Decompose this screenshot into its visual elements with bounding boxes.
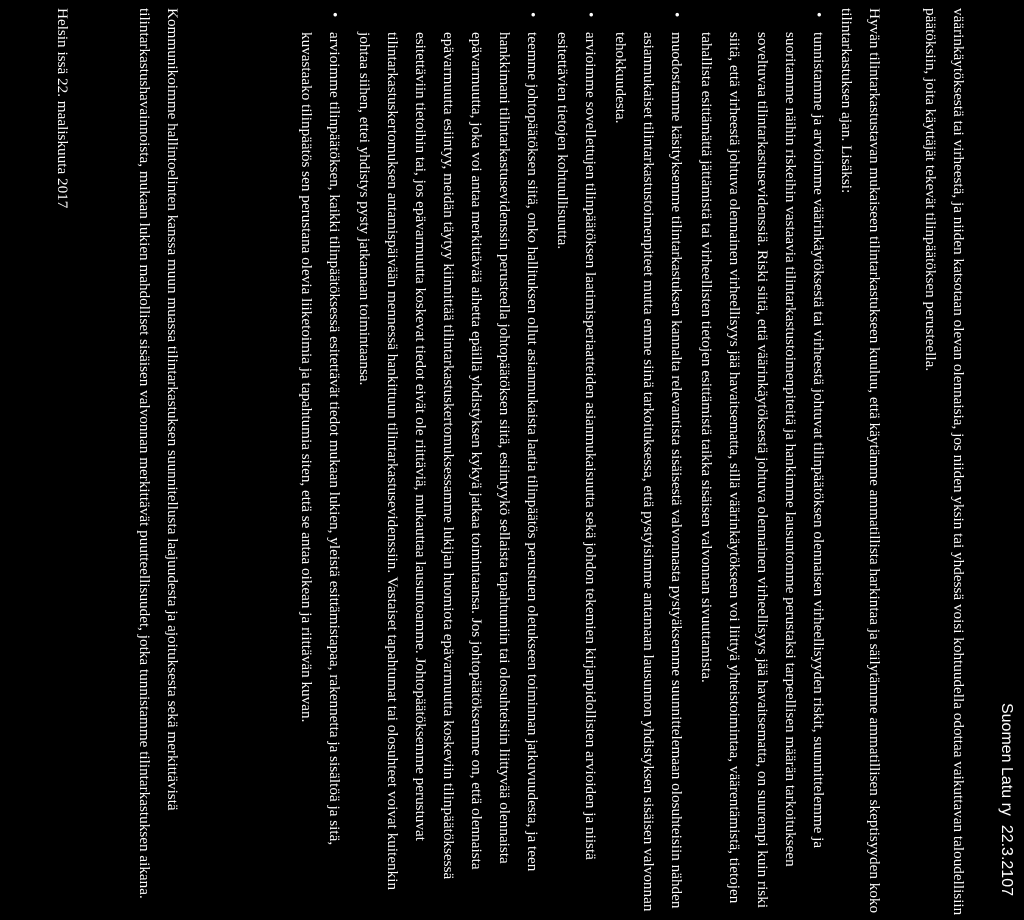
header-organization: Suomen Latu ry (998, 702, 1015, 816)
bullet-icon: • (524, 12, 541, 18)
list-item-text: arvioimme tilinpäätöksen, kaikki tilinpäätöksessä esitettävät tiedot mukaan lukien, yleistä esittämistapaa, rakennetta ja sisältöä ja sitä, kuvastaako tilinpäätös sen perustana olevia liiketoimia ja tapahtumia siten, että se antaa oikean ja riittävän kuvan. (298, 32, 343, 846)
list-item-text: muodostamme käsityksemme tilintarkastuksen kannalta relevantista sisäisestä valvonnasta pystyäksemme suunnittelemaan olosuhteisiin nähden asianmukaiset tilintarkastustoimenpiteet mutta emme siinä tarkoituksessa, että pystyisimme antamaan lausunnon yhdistyksen sisäisen valvonnan tehokkuudesta. (612, 32, 685, 912)
bullet-icon: • (582, 12, 599, 18)
intro-paragraph: Hyvän tilintarkastustavan mukaiseen tilintarkastukseen kuuluu, että käytämme ammatillista harkintaa ja säilytämme ammatillisen skeptisyyden koko tilintarkastuksen ajan. Lisäksi: (838, 8, 883, 914)
bullet-icon: • (668, 12, 685, 18)
list-item-text: teemme johtopäätöksen siitä, onko hallituksen ollut asianmukaista laatia tilinpäätös perustuen oletukseen toiminnan jatkuvuudesta, ja teen hankkimani tilintarkastusevidenssin perusteella johtopäätöksen siitä, esiintyykö sellaista tapahtumiin tai olosuhteisiin liittyvää olennaista epävarmuutta, joka voi antaa merkittävää aihetta epäillä yhdistyksen kykyä jatkaa toimintaansa. Jos johtopäätöksemme on, että olennaista epävarmuutta esiintyy, meidän täytyy kiinnittää tilintarkastuskertomuksessamme lukijan huomiota epävarmuutta koskeviin tilinpäätöksessä esitettäviin tietoihin tai, jos epävarmuutta koskevat tiedot eivät ole riittäviä, mukauttaa lausuntoamme. Johtopäätöksemme perustuvat tilintarkastuskertomuksen antamispäivään mennessä hankittuun tilintarkastusevidenssiin. Vastaiset tapahtumat tai olosuhteet voivat kuitenkin johtaa siihen, ettei yhdistys pysty jatkamaan toimintaansa. (356, 32, 541, 891)
list-item (548, 8, 604, 913)
bullet-icon: • (810, 12, 827, 18)
list-item-text: arvioimme sovellettujen tilinpäätöksen laatimisperiaatteiden asianmukaisuutta sekä johdon tekemien kirjanpidollisten arvioiden ja niistä esitettävien tietojen kohtuullisuutta. (554, 32, 599, 860)
intro-fragment: väärinkäytöksestä tai virheestä, ja niiden katsotaan olevan olennaisia, jos niiden yksin tai yhdessä voisi kohtuudella odottaa vaikuttavan taloudellisiin päätöksiin, joita käyttäjät tekevät tilinpäätöksen perusteella. (922, 8, 967, 916)
list-item (606, 8, 690, 913)
header-date: 22.3.2107 (998, 824, 1015, 896)
list-item-text: tunnistamme ja arvioimme väärinkäytöksestä tai virheestä johtuvat tilinpäätöksen olennaisen virheellisyyden riskit, suunnittelemme ja suoritamme näihin riskeihin vastaavia tilintarkastustoimenpiteitä ja hankimme lausuntomme perustaksi tarpeellisen määrän tarkoitukseen soveltuvaa tilintarkastusevidenssiä. Riski siitä, että väärinkäytöksestä johtuva olennainen virheellisyys jää havaitsematta, on suurempi kuin riski siitä, että virheestä johtuva olennainen virheellisyys jää havaitsematta, sillä väärinkäytökseen voi liittyä yhteistoimintaa, väärentämistä, tietojen tahallista esittämättä jättämistä tai virheellisten tietojen esittämistä taikka sisäisen valvonnan sivuuttamista. (698, 32, 827, 909)
signature-line: Helsin issä 22. maaliskuuta 2017 (54, 8, 71, 209)
audit-responsibilities-list (290, 8, 832, 913)
communication-paragraph: Kommunikoimme hallintoelinten kanssa muun muassa tilintarkastuksen suunnitellusta laajuudesta ja ajoituksesta sekä merkittävistä tilintarkastushavainnoista, mukaan lukien mahdolliset sisäisen valvonnan merkittävät puutteellisuudet, jotka tunnistamme tilintarkastuksen aikana. (136, 8, 181, 899)
list-item (292, 8, 348, 913)
page-header (996, 703, 1016, 896)
list-item (350, 8, 546, 913)
bullet-icon: • (326, 12, 343, 18)
list-item (692, 8, 832, 913)
